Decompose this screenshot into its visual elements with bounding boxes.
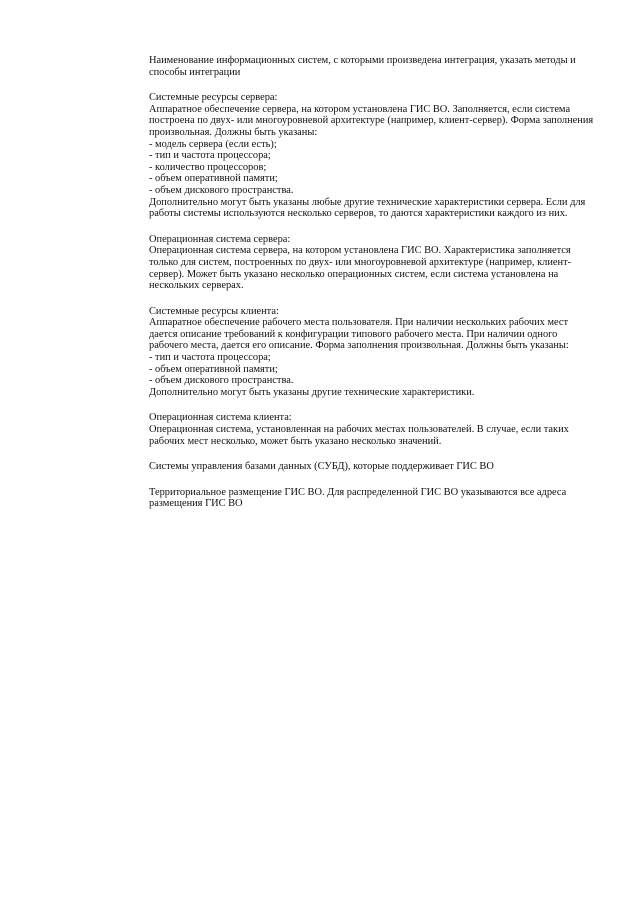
section-server-os: [149, 234, 609, 292]
section-integration: [149, 55, 609, 78]
text-line: работы системы используются несколько серверов, то даются характеристики каждого из них.: [149, 208, 568, 220]
text-line: Наименование информационных систем, с которыми произведена интеграция, указать методы и: [149, 55, 576, 66]
text-line: Дополнительно могут быть указаны любые другие технические характеристики сервера. Если для: [149, 196, 586, 208]
section-client-resources: [149, 306, 609, 399]
list-item: - тип и частота процессора;: [149, 352, 271, 364]
text-line: Операционная система, установленная на рабочих местах пользователей. В случае, если таких: [149, 424, 569, 436]
list-item: - объем дискового пространства.: [149, 375, 294, 387]
list-item: - тип и частота процессора;: [149, 150, 271, 162]
section-dbms: [149, 461, 609, 473]
list-item: - модель сервера (если есть);: [149, 138, 277, 150]
list-item: - объем дискового пространства.: [149, 184, 294, 196]
section-heading: Операционная система сервера:: [149, 233, 291, 245]
section-server-resources: [149, 92, 609, 220]
text-line: нескольких серверах.: [149, 280, 244, 292]
text-line: построена по двух- или многоуровневой архитектуре (например, клиент-сервер). Форма заполнения: [149, 115, 594, 127]
list-item: - объем оперативной памяти;: [149, 363, 278, 375]
text-line: размещения ГИС ВО: [149, 498, 243, 510]
text-line: рабочих мест несколько, может быть указано несколько значений.: [149, 435, 442, 447]
section-heading: Операционная система клиента:: [149, 412, 292, 424]
text-line: дается описание требований к конфигурации типового рабочего места. При наличии одного: [149, 328, 558, 340]
text-line: Аппаратное обеспечение сервера, на котором установлена ГИС ВО. Заполняется, если система: [149, 103, 571, 115]
section-heading: Системные ресурсы сервера:: [149, 92, 278, 104]
text-line: произвольная. Должны быть указаны:: [149, 126, 318, 138]
text-line: только для систем, построенных по двух- или многоуровневой архитектуре (например, клиент-: [149, 256, 572, 268]
text-line: сервер). Может быть указано несколько операционных систем, если система установлена на: [149, 268, 559, 280]
document-content: [149, 55, 609, 524]
text-line: Территориальное размещение ГИС ВО. Для распределенной ГИС ВО указываются все адреса: [149, 486, 567, 498]
section-heading: Системные ресурсы клиента:: [149, 305, 279, 317]
text-line: рабочего места, дается его описание. Форма заполнения произвольная. Должны быть указаны:: [149, 340, 569, 352]
text-line: Системы управления базами данных (СУБД), которые поддерживает ГИС ВО: [149, 461, 494, 473]
text-line: Аппаратное обеспечение рабочего места пользователя. При наличии нескольких рабочих мест: [149, 317, 569, 329]
section-client-os: [149, 412, 609, 447]
list-item: - количество процессоров;: [149, 161, 267, 173]
text-line: Операционная система сервера, на котором установлена ГИС ВО. Характеристика заполняется: [149, 245, 571, 257]
section-location: [149, 487, 609, 510]
text-line: способы интеграции: [149, 66, 241, 78]
text-line: Дополнительно могут быть указаны другие технические характеристики.: [149, 386, 475, 398]
list-item: - объем оперативной памяти;: [149, 173, 278, 185]
